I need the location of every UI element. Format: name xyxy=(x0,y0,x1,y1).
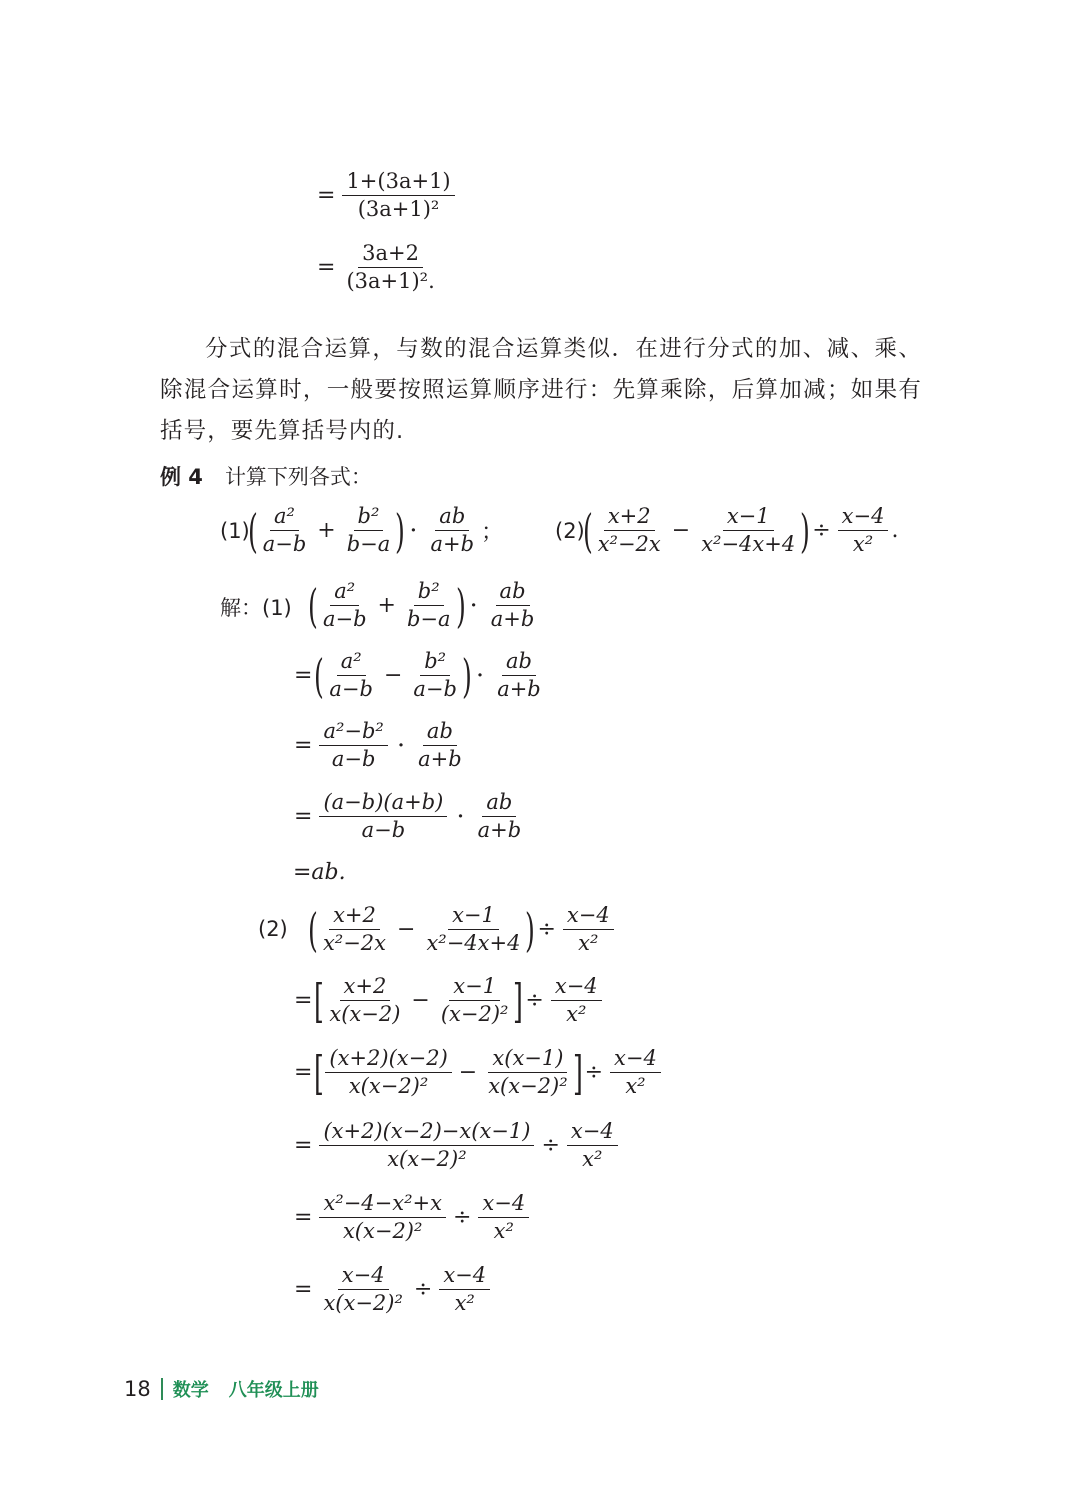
fraction xyxy=(319,789,447,844)
page-number: 18 xyxy=(124,1377,151,1401)
denominator: x(x−2)² xyxy=(348,1074,429,1098)
denominator: x² xyxy=(454,1291,475,1315)
left-bracket: [ xyxy=(314,1045,325,1100)
minus-sign: − xyxy=(397,917,416,942)
left-paren: ( xyxy=(308,902,318,957)
left-paren: ( xyxy=(247,503,258,558)
right-paren: ) xyxy=(800,503,811,558)
equals-sign: = xyxy=(294,988,313,1013)
numerator: x−4 xyxy=(551,973,602,1001)
equals-sign: = xyxy=(294,1205,313,1230)
fraction xyxy=(409,648,461,703)
denominator: a−b xyxy=(329,677,373,701)
fraction xyxy=(838,503,889,558)
solution-2-step-6 xyxy=(290,1262,493,1317)
multiply-dot: · xyxy=(457,806,464,827)
fraction xyxy=(437,973,513,1028)
denominator: x² xyxy=(625,1074,646,1098)
explanation-paragraph xyxy=(160,329,922,452)
denominator: x²−4x+4 xyxy=(426,931,521,955)
fraction xyxy=(594,503,665,558)
denominator: a−b xyxy=(361,818,406,842)
denominator: a+b xyxy=(430,532,475,556)
numerator: (x+2)(x−2) xyxy=(325,1045,451,1073)
equals-sign: = xyxy=(317,183,336,208)
numerator: x−4 xyxy=(439,1262,490,1290)
equals-sign: = xyxy=(294,1133,313,1158)
numerator: (x+2)(x−2)−x(x−1) xyxy=(319,1118,534,1146)
numerator: x−1 xyxy=(723,503,774,531)
divide-sign: ÷ xyxy=(537,917,556,942)
fraction xyxy=(487,578,539,633)
footer-subject: 数学 xyxy=(172,1380,209,1401)
result-text: =ab. xyxy=(293,860,346,885)
footer-divider xyxy=(161,1378,163,1400)
numerator: x+2 xyxy=(340,973,391,1001)
solution-2-step-4 xyxy=(290,1118,621,1173)
right-paren: ) xyxy=(525,902,536,957)
denominator: x²−4x+4 xyxy=(701,532,796,556)
fraction xyxy=(319,902,390,957)
fraction xyxy=(319,1118,534,1173)
fraction xyxy=(325,648,377,703)
equals-sign: = xyxy=(294,663,313,688)
denominator: x² xyxy=(582,1147,603,1171)
numerator: x−4 xyxy=(610,1045,661,1073)
numerator: (a−b)(a+b) xyxy=(319,789,447,817)
fraction xyxy=(319,718,387,773)
numerator: x−4 xyxy=(838,503,889,531)
right-bracket: ] xyxy=(513,973,524,1028)
left-bracket: [ xyxy=(314,973,325,1028)
paragraph-text: 分式的混合运算，与数的混合运算类似．在进行分式的加、减、乘、除混合运算时，一般要按照运算顺序进行：先算乘除，后算加减；如果有括号，要先算括号内的. xyxy=(160,336,922,444)
denominator: x(x−2)² xyxy=(323,1291,403,1315)
end-punct: . xyxy=(891,518,899,543)
fraction xyxy=(493,648,545,703)
denominator: x²−2x xyxy=(322,931,387,955)
fraction xyxy=(563,902,614,957)
fraction xyxy=(325,973,404,1028)
problem-2 xyxy=(555,503,898,558)
denominator: a−b xyxy=(331,747,376,771)
fraction xyxy=(478,1190,529,1245)
left-paren: ( xyxy=(582,503,593,558)
denominator: a−b xyxy=(322,607,367,631)
fraction xyxy=(427,503,479,558)
minus-sign: − xyxy=(671,518,691,543)
problem-1-label: (1) xyxy=(220,518,250,543)
minus-sign: − xyxy=(458,1060,478,1085)
denominator: a+b xyxy=(490,607,535,631)
denominator: (x−2)² xyxy=(440,1002,509,1026)
numerator: x−1 xyxy=(448,902,499,930)
page-footer xyxy=(124,1376,319,1402)
example-heading xyxy=(160,461,372,491)
equals-sign: = xyxy=(294,1060,313,1085)
numerator: x²−4−x²+x xyxy=(319,1190,446,1218)
numerator: ab xyxy=(496,578,530,606)
fraction xyxy=(319,578,371,633)
divide-sign: ÷ xyxy=(541,1133,560,1158)
denominator: b−a xyxy=(346,532,391,556)
denominator: a−b xyxy=(413,677,457,701)
solution-2-step-3 xyxy=(290,1045,664,1100)
solution-1-step-1 xyxy=(310,578,541,633)
solution-1-step-4 xyxy=(290,789,528,844)
fraction xyxy=(259,503,311,558)
equals-sign: = xyxy=(294,804,313,829)
numerator: x−4 xyxy=(563,902,614,930)
right-paren: ) xyxy=(461,648,472,703)
problem-1 xyxy=(220,503,503,558)
fraction xyxy=(343,503,395,558)
fraction xyxy=(342,240,438,295)
operator: − xyxy=(383,663,403,688)
numerator: a² xyxy=(330,578,359,606)
example-label: 例 4 xyxy=(160,465,203,489)
operator: + xyxy=(377,593,396,618)
denominator: (3a+1)² xyxy=(357,197,440,221)
divide-sign: ÷ xyxy=(584,1060,604,1085)
denominator: a+b xyxy=(497,677,541,701)
solution-2-label: (2) xyxy=(258,917,288,941)
equals-sign: = xyxy=(317,255,336,280)
numerator: ab xyxy=(482,789,516,817)
numerator: ab xyxy=(435,503,469,531)
numerator: x−1 xyxy=(449,973,500,1001)
divide-sign: ÷ xyxy=(452,1205,472,1230)
footer-book: 八年级上册 xyxy=(228,1380,319,1401)
divide-sign: ÷ xyxy=(812,518,831,543)
denominator: x(x−2)² xyxy=(342,1219,423,1243)
numerator: b² xyxy=(414,578,444,606)
numerator: a² xyxy=(270,503,299,531)
example-title: 计算下列各式： xyxy=(224,465,372,489)
solution-2-step-5 xyxy=(290,1190,532,1245)
denominator: x(x−2)² xyxy=(387,1147,467,1171)
fraction xyxy=(439,1262,490,1317)
step-top-1 xyxy=(313,168,458,223)
fraction xyxy=(484,1045,571,1100)
numerator: x(x−1) xyxy=(488,1045,567,1073)
problem-2-label: (2) xyxy=(555,518,585,543)
solution-1-step-3 xyxy=(290,718,469,773)
divide-sign: ÷ xyxy=(413,1277,433,1302)
solution-label: 解：(1) xyxy=(220,596,292,620)
multiply-dot: · xyxy=(470,595,477,616)
denominator: x² xyxy=(493,1219,514,1243)
minus-sign: − xyxy=(411,988,430,1013)
step-top-2 xyxy=(313,240,442,295)
numerator: a² xyxy=(337,648,366,676)
fraction xyxy=(567,1118,618,1173)
multiply-dot: · xyxy=(476,665,484,686)
equals-sign: = xyxy=(294,733,313,758)
numerator: b² xyxy=(354,503,384,531)
solution-1-result xyxy=(293,860,346,885)
right-bracket: ] xyxy=(572,1045,583,1100)
numerator: 3a+2 xyxy=(358,240,423,268)
plus-sign: + xyxy=(317,518,336,543)
end-punct: ； xyxy=(481,520,504,545)
denominator: x(x−2)² xyxy=(488,1074,568,1098)
numerator: x−4 xyxy=(338,1262,389,1290)
fraction xyxy=(319,1262,406,1317)
fraction xyxy=(697,503,799,558)
numerator: x+2 xyxy=(604,503,655,531)
numerator: x+2 xyxy=(329,902,380,930)
numerator: ab xyxy=(423,718,457,746)
right-paren: ) xyxy=(395,503,406,558)
solution-2-step-1 xyxy=(310,902,617,957)
right-paren: ) xyxy=(455,578,466,633)
numerator: ab xyxy=(502,648,536,676)
fraction xyxy=(342,168,454,223)
numerator: x−4 xyxy=(478,1190,529,1218)
numerator: a²−b² xyxy=(319,718,387,746)
divide-sign: ÷ xyxy=(525,988,544,1013)
multiply-dot: · xyxy=(397,735,405,756)
left-paren: ( xyxy=(308,578,318,633)
denominator: x² xyxy=(578,931,599,955)
solution-1-step-2 xyxy=(290,648,548,703)
denominator: x² xyxy=(852,532,874,556)
denominator: b−a xyxy=(406,607,451,631)
fraction xyxy=(325,1045,451,1100)
denominator: a−b xyxy=(262,532,307,556)
denominator: x²−2x xyxy=(597,532,661,556)
left-paren: ( xyxy=(314,648,325,703)
denominator: (3a+1)². xyxy=(346,269,435,293)
numerator: b² xyxy=(420,648,450,676)
denominator: x(x−2) xyxy=(329,1002,401,1026)
numerator: 1+(3a+1) xyxy=(342,168,454,196)
fraction xyxy=(610,1045,661,1100)
solution-2-step-2 xyxy=(290,973,605,1028)
fraction xyxy=(319,1190,446,1245)
denominator: a+b xyxy=(477,818,522,842)
fraction xyxy=(414,718,466,773)
fraction xyxy=(474,789,526,844)
fraction xyxy=(422,902,524,957)
multiply-dot: · xyxy=(410,520,417,541)
denominator: a+b xyxy=(418,747,462,771)
numerator: x−4 xyxy=(567,1118,618,1146)
denominator: x² xyxy=(566,1002,587,1026)
equals-sign: = xyxy=(294,1277,313,1302)
fraction xyxy=(551,973,602,1028)
fraction xyxy=(403,578,455,633)
